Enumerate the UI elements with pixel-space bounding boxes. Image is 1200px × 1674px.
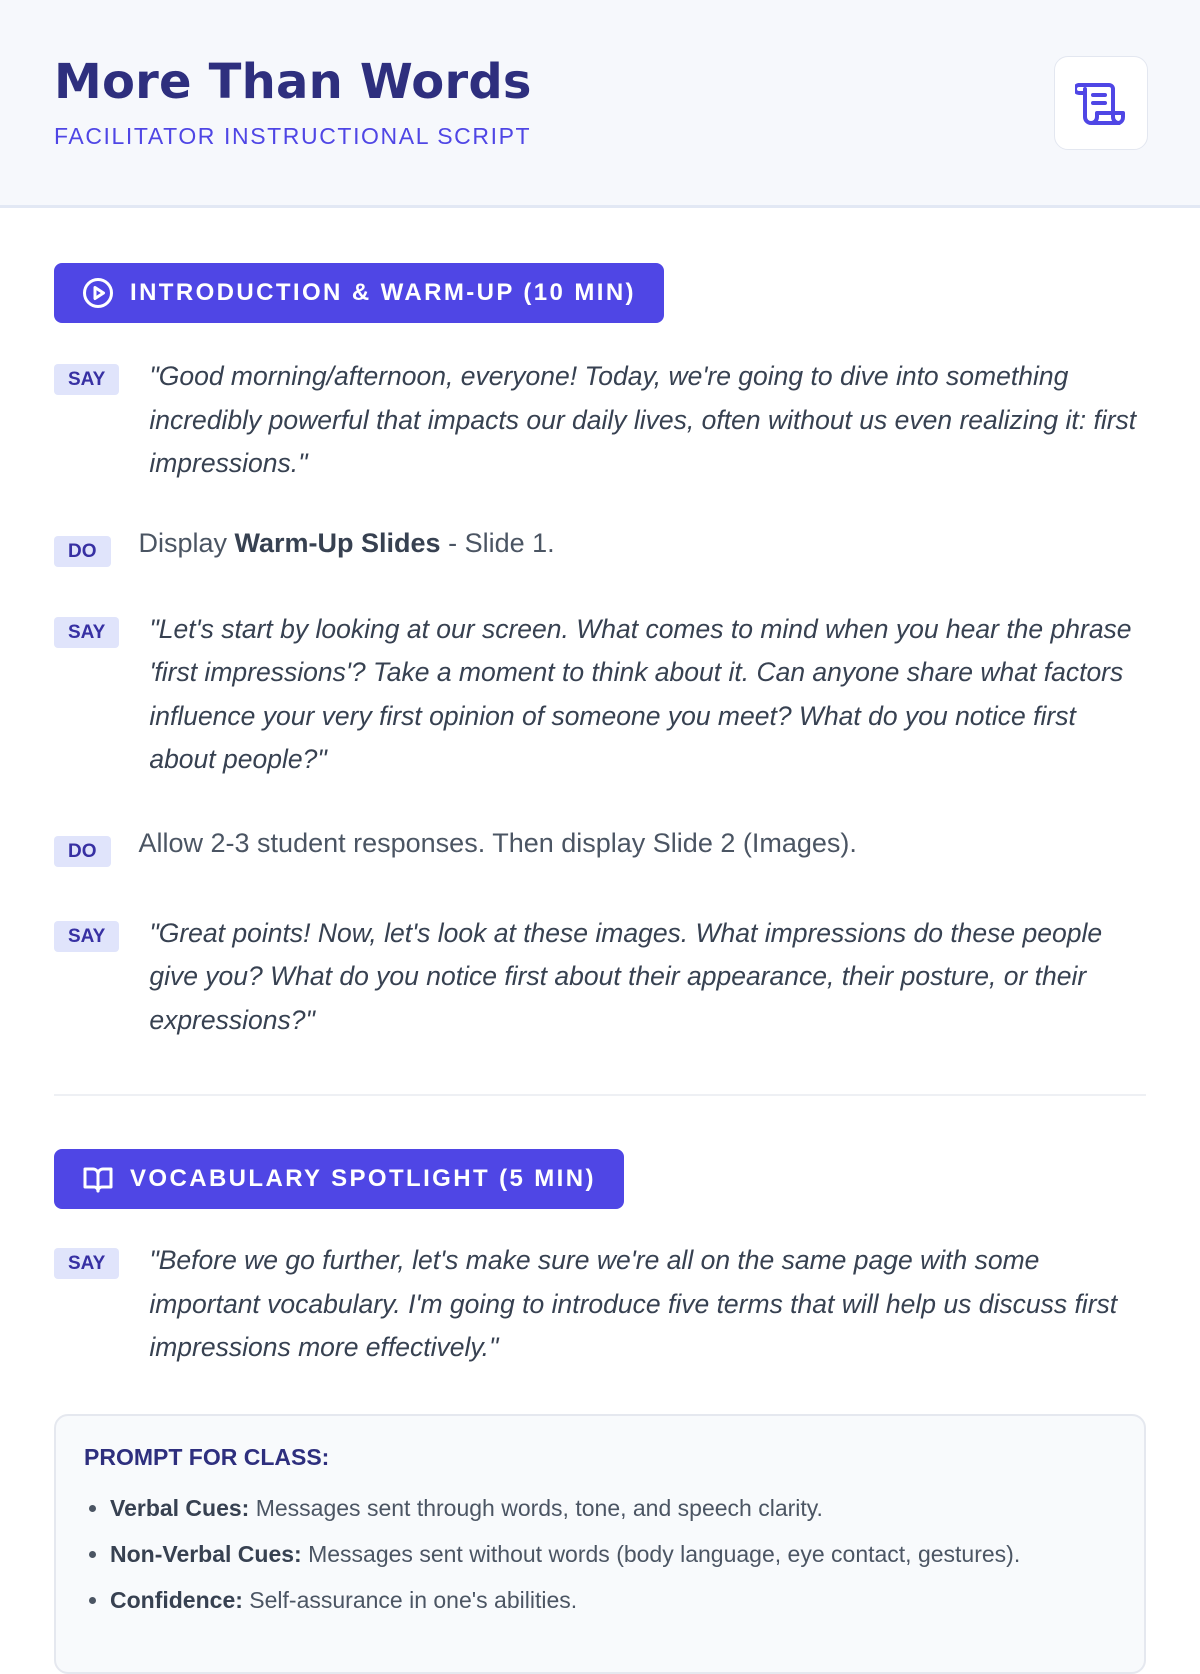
vocabulary-term: Verbal Cues: <box>110 1494 250 1521</box>
script-step-say <box>54 912 1146 1043</box>
open-book-icon <box>82 1163 114 1195</box>
section-divider <box>54 1094 1146 1096</box>
vocabulary-term: Confidence: <box>110 1586 243 1613</box>
do-text-post: - Slide 1. <box>440 527 555 558</box>
slides-name: Warm-Up Slides <box>234 527 441 558</box>
say-tag: SAY <box>54 617 119 648</box>
do-text: Allow 2-3 student responses. Then display Slide 2 (Images). <box>138 827 857 858</box>
say-text: "Good morning/afternoon, everyone! Today, we're going to dive into something incredibly powerful that impacts our daily lives, often without us even realizing it: first impressions." <box>149 361 1137 478</box>
say-text: "Let's start by looking at our screen. What comes to mind when you hear the phrase 'first impressions'? Take a moment to think about it. Can anyone share what factors influence your very first opinion of someone you meet? What do you notice first about people?" <box>149 613 1132 774</box>
vocabulary-definition: Messages sent without words (body language, eye contact, gestures). <box>301 1540 1021 1567</box>
script-body <box>0 208 1200 1674</box>
page-title: More Than Words <box>54 54 532 110</box>
do-tag: DO <box>54 836 111 867</box>
say-tag: SAY <box>54 921 119 952</box>
say-text: "Great points! Now, let's look at these images. What impressions do these people give you? What do you notice first about their appearance, their posture, or their expressions?" <box>149 917 1103 1035</box>
say-text: "Before we go further, let's make sure we're all on the same page with some important vocabulary. I'm going to introduce five terms that will help us discuss first impressions more effectively." <box>149 1245 1118 1362</box>
vocabulary-item <box>110 1485 1118 1531</box>
script-step-say <box>54 608 1146 782</box>
do-tag: DO <box>54 536 111 567</box>
section-title: INTRODUCTION & WARM-UP (10 MIN) <box>130 279 636 306</box>
section-title: VOCABULARY SPOTLIGHT (5 MIN) <box>130 1165 596 1192</box>
say-tag: SAY <box>54 364 119 395</box>
script-button[interactable] <box>1054 56 1148 150</box>
do-text <box>139 522 555 565</box>
vocabulary-list <box>82 1485 1118 1623</box>
script-step-do <box>54 522 1146 567</box>
section-header-intro <box>54 263 664 323</box>
page-subtitle: FACILITATOR INSTRUCTIONAL SCRIPT <box>54 123 532 149</box>
page-header <box>0 0 1200 208</box>
section-header-vocabulary <box>54 1149 624 1209</box>
play-circle-icon <box>82 277 114 309</box>
do-text-pre: Display <box>138 527 235 558</box>
script-scroll-icon <box>1075 79 1127 127</box>
vocabulary-item <box>110 1531 1118 1577</box>
script-step-say <box>54 1239 1146 1370</box>
class-prompt-box <box>54 1414 1146 1674</box>
vocabulary-definition: Messages sent through words, tone, and speech clarity. <box>249 1494 823 1521</box>
prompt-heading: PROMPT FOR CLASS: <box>84 1443 330 1470</box>
vocabulary-definition: Self-assurance in one's abilities. <box>242 1586 578 1613</box>
say-tag: SAY <box>54 1248 119 1279</box>
vocabulary-term: Non-Verbal Cues: <box>110 1540 302 1567</box>
script-step-do <box>54 822 1146 867</box>
script-step-say <box>54 355 1146 486</box>
